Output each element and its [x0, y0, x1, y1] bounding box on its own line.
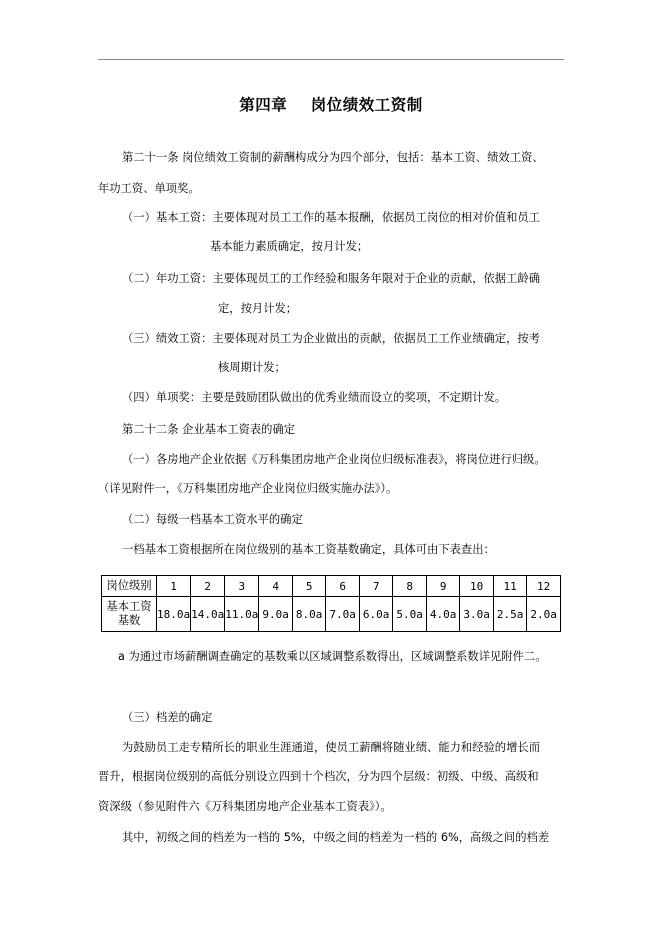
- table-cell-level: 10: [460, 576, 494, 597]
- section-3-p1-line-1: 为鼓励员工走专精所长的职业生涯通道，使员工薪酬将随业绩、能力和经验的增长而: [122, 741, 540, 754]
- section-3-p1-line-2: 晋升，根据岗位级别的高低分别设立四到十个档次，分为四个层级：初级、中级、高级和: [98, 770, 539, 783]
- table-cell-base: 18.0a: [157, 597, 191, 632]
- table-cell-base: 2.0a: [527, 597, 561, 632]
- article-22-p2: （二）每级一档基本工资水平的确定: [122, 513, 303, 526]
- item-1-line-1: （一）基本工资：主要体现对员工工作的基本报酬，依据员工岗位的相对价值和员工: [122, 211, 540, 224]
- table-cell-base: 5.0a: [393, 597, 427, 632]
- chapter-title: 第四章 岗位绩效工资制: [239, 95, 423, 114]
- table-cell-level: 1: [157, 576, 191, 597]
- table-cell-base: 6.0a: [359, 597, 393, 632]
- table-header-base-line-2: 基数: [117, 614, 141, 627]
- table-cell-level: 12: [527, 576, 561, 597]
- section-3-heading: （三）档差的确定: [122, 711, 213, 724]
- item-2-line-2: 定，按月计发；: [218, 302, 298, 315]
- table-cell-level: 7: [359, 576, 393, 597]
- table-header-level: 岗位级别: [102, 576, 157, 597]
- table-cell-base: 8.0a: [292, 597, 326, 632]
- header-rule: [98, 59, 564, 60]
- table-cell-level: 3: [225, 576, 259, 597]
- table-cell-base: 9.0a: [259, 597, 293, 632]
- article-22-heading: 第二十二条 企业基本工资表的确定: [122, 423, 296, 436]
- table-cell-base: 14.0a: [191, 597, 225, 632]
- table-cell-base: 4.0a: [426, 597, 460, 632]
- article-21-line-2: 年功工资、单项奖。: [98, 182, 200, 195]
- table-cell-level: 5: [292, 576, 326, 597]
- article-22-p3: 一档基本工资根据所在岗位级别的基本工资基数确定，具体可由下表查出：: [122, 543, 495, 556]
- table-cell-level: 11: [493, 576, 527, 597]
- table-header-base: [102, 597, 157, 632]
- table-header-base-line-1: 基本工资: [106, 600, 152, 613]
- item-3-line-2: 核周期计发；: [218, 361, 286, 374]
- article-22-p1-line-1: （一）各房地产企业依据《万科集团房地产企业岗位归级标准表》，将岗位进行归级。: [122, 453, 546, 466]
- table-cell-base: 3.0a: [460, 597, 494, 632]
- item-1-line-2: 基本能力素质确定，按月计发；: [210, 240, 369, 253]
- item-3-line-1: （三）绩效工资：主要体现对员工为企业做出的贡献，依据员工工作业绩确定，按考: [122, 332, 540, 345]
- table-cell-base: 7.0a: [326, 597, 360, 632]
- item-2-line-1: （二）年功工资：主要体现员工的工作经验和服务年限对于企业的贡献，依据工龄确: [122, 272, 540, 285]
- table-row-levels: [102, 576, 561, 597]
- article-21-line-1: 第二十一条 岗位绩效工资制的薪酬构成分为四个部分，包括：基本工资、绩效工资、: [122, 151, 544, 164]
- table-row-bases: [102, 597, 561, 632]
- base-salary-table: [101, 575, 561, 632]
- table-cell-base: 2.5a: [493, 597, 527, 632]
- table-cell-level: 4: [259, 576, 293, 597]
- article-22-p1-line-2: （详见附件一，《万科集团房地产企业岗位归级实施办法》）。: [98, 482, 398, 495]
- table-note: a 为通过市场薪酬调查确定的基数乘以区域调整系数得出，区域调整系数详见附件二。: [118, 650, 547, 663]
- table-cell-level: 6: [326, 576, 360, 597]
- table-cell-level: 2: [191, 576, 225, 597]
- table-cell-base: 11.0a: [225, 597, 259, 632]
- section-3-p1-line-3: 资深级（参见附件六《万科集团房地产企业基本工资表》）。: [98, 800, 392, 813]
- item-4-line-1: （四）单项奖：主要是鼓励团队做出的优秀业绩而设立的奖项，不定期计发。: [122, 391, 507, 404]
- table-cell-level: 8: [393, 576, 427, 597]
- table-cell-level: 9: [426, 576, 460, 597]
- section-3-p2: 其中，初级之间的档差为一档的 5%，中级之间的档差为一档的 6%，高级之间的档差: [122, 831, 550, 844]
